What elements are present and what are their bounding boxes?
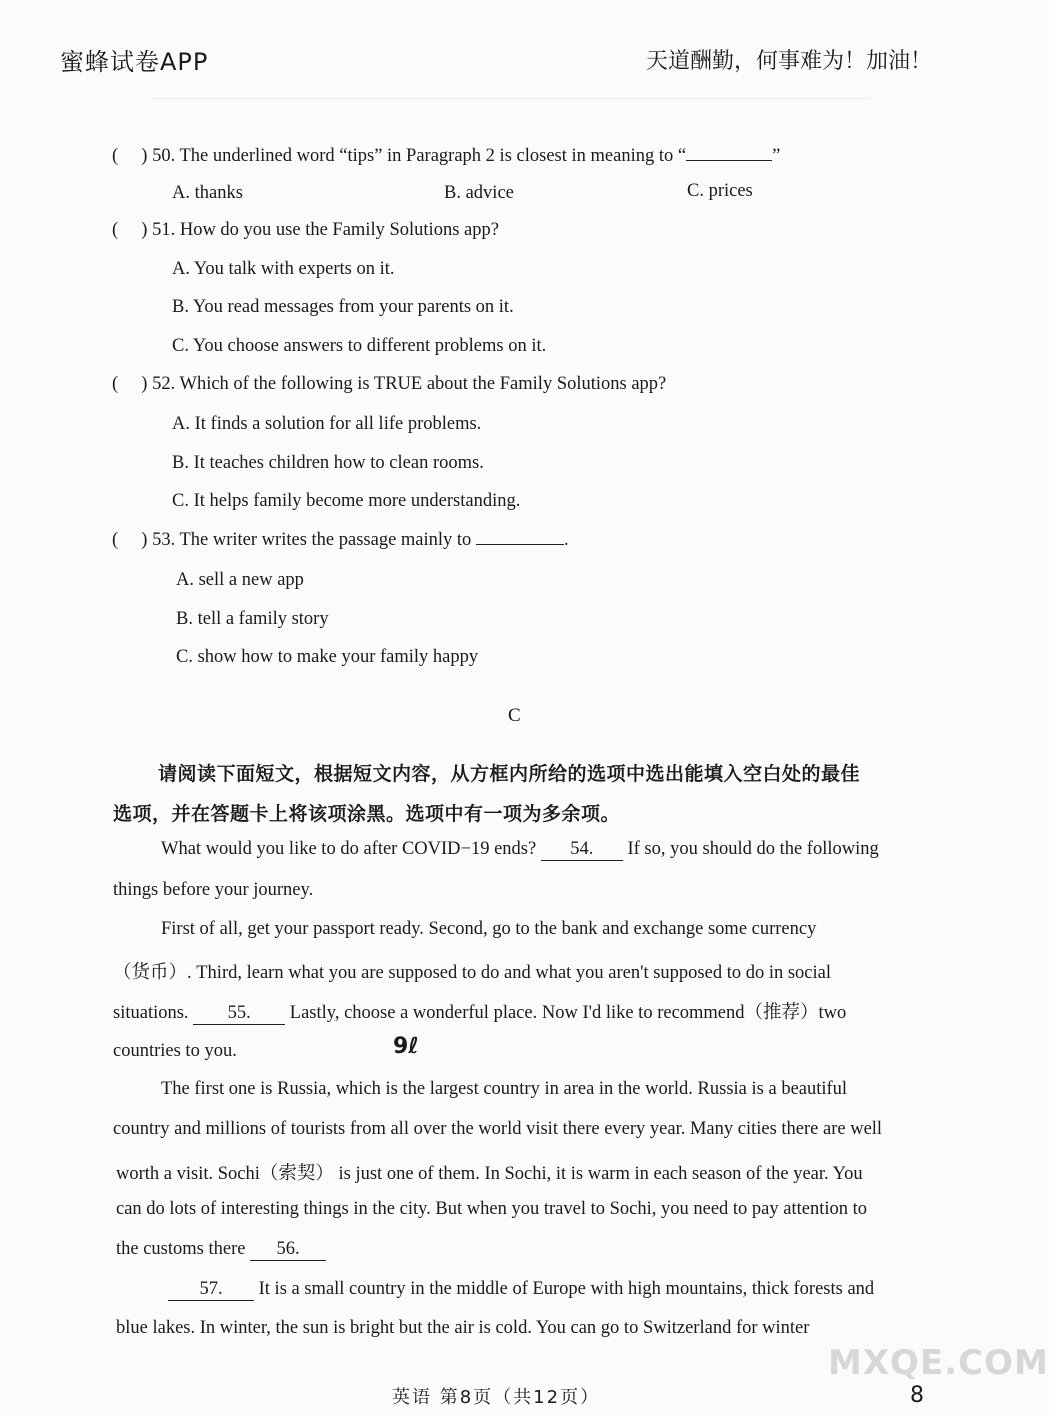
passage-line: can do lots of interesting things in the city. But when you travel to Sochi, you need to pay attention to (116, 1199, 868, 1219)
option-52a: A. It finds a solution for all life problems. (172, 414, 482, 434)
answer-paren[interactable]: ( ) (112, 220, 148, 240)
answer-paren[interactable]: ( ) (112, 146, 148, 166)
question-stem: How do you use the Family Solutions app? (179, 220, 499, 240)
question-number: 53. (152, 530, 176, 550)
question-stem: The underlined word “tips” in Paragraph 2 is closest in meaning to “ (179, 146, 687, 166)
option-53c: C. show how to make your family happy (176, 647, 479, 667)
question-number: 50. (152, 146, 176, 166)
passage-line: things before your journey. (113, 880, 314, 900)
option-53b: B. tell a family story (176, 609, 329, 629)
option-52c: C. It helps family become more understanding. (172, 491, 521, 511)
instruction-line-2: 选项，并在答题卡上将该项涂黑。选项中有一项为多余项。 (113, 803, 621, 825)
handwriting-mark: 9ℓ (393, 1034, 419, 1059)
option-50c: C. prices (687, 181, 753, 201)
answer-paren[interactable]: ( ) (112, 530, 148, 550)
instruction-line-1: 请阅读下面短文，根据短文内容，从方框内所给的选项中选出能填入空白处的最佳 (158, 763, 861, 785)
passage-text: Lastly, choose a wonderful place. Now I'd like to recommend（推荐）two (289, 1003, 847, 1023)
passage-text: If so, you should do the following (627, 839, 879, 859)
watermark: MXQE.COM (828, 1343, 1049, 1383)
passage-text: situations. (113, 1003, 189, 1023)
passage-line: worth a visit. Sochi（索契） is just one of them. In Sochi, it is warm in each season of the year. You (116, 1164, 863, 1184)
option-53a: A. sell a new app (176, 570, 304, 590)
passage-text: What would you like to do after COVID−19 ends? (161, 839, 537, 859)
blank-54[interactable]: 54. (541, 839, 623, 861)
blank-57[interactable]: 57. (168, 1279, 254, 1301)
question-stem: The writer writes the passage mainly to (179, 530, 472, 550)
answer-paren[interactable]: ( ) (112, 374, 148, 394)
option-50a: A. thanks (172, 183, 243, 203)
passage-text: It is a small country in the middle of Europe with high mountains, thick forests and (258, 1279, 875, 1299)
option-51b: B. You read messages from your parents on it. (172, 297, 514, 317)
question-number: 51. (152, 220, 176, 240)
passage-line (116, 1239, 326, 1261)
passage-line (161, 839, 879, 861)
passage-line (168, 1279, 874, 1301)
question-50 (112, 146, 780, 167)
blank-55[interactable]: 55. (193, 1003, 285, 1025)
page-number: 8 (910, 1383, 924, 1408)
passage-line: blue lakes. In winter, the sun is bright but the air is cold. You can go to Switzerland for winter (116, 1318, 810, 1338)
question-stem-end: . (563, 530, 569, 550)
faint-rule (150, 98, 870, 99)
passage-line: （货币）. Third, learn what you are supposed to do and what you aren't supposed to do in social (113, 963, 832, 983)
question-stem: Which of the following is TRUE about the Family Solutions app? (179, 374, 667, 394)
question-53 (112, 530, 569, 551)
option-51c: C. You choose answers to different problems on it. (172, 336, 547, 356)
passage-line: countries to you. (113, 1041, 237, 1061)
passage-line: First of all, get your passport ready. Second, go to the bank and exchange some currency (161, 919, 817, 939)
answer-blank (686, 160, 772, 161)
app-name: 蜜蜂试卷APP (60, 48, 209, 76)
page-footer: 英语 第8页（共12页） (392, 1387, 601, 1408)
passage-line (113, 998, 846, 1025)
question-number: 52. (152, 374, 176, 394)
section-letter: C (508, 705, 521, 726)
passage-line: The first one is Russia, which is the largest country in area in the world. Russia is a beautiful (161, 1079, 848, 1099)
question-stem-end: ” (772, 146, 781, 166)
question-51 (112, 220, 499, 241)
option-52b: B. It teaches children how to clean rooms. (172, 453, 484, 473)
option-50b: B. advice (444, 183, 514, 203)
blank-56[interactable]: 56. (250, 1239, 326, 1261)
passage-text: the customs there (116, 1239, 246, 1259)
answer-blank (476, 544, 564, 545)
header-slogan: 天道酬勤，何事难为！加油！ (645, 49, 932, 74)
passage-line: country and millions of tourists from all over the world visit there every year. Many cities there are well (113, 1119, 883, 1139)
question-52 (112, 374, 666, 395)
option-51a: A. You talk with experts on it. (172, 259, 395, 279)
